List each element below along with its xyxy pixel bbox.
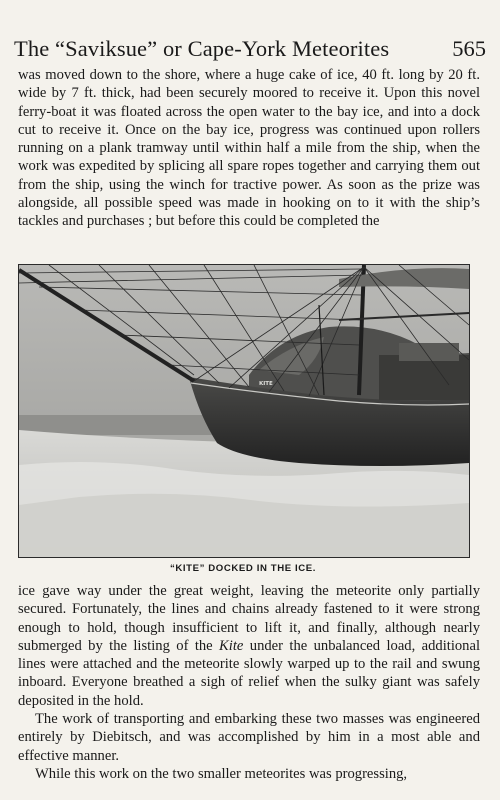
paragraph: The work of transporting and embarking these two masses was engineered entirely by Diebitsch, and was accomplished by him in a most able and effective manner. bbox=[18, 711, 480, 764]
body-text-upper bbox=[18, 66, 480, 231]
paragraph: ice gave way under the great weight, leaving the meteorite only partially secured. Fortunately, the lines and chains already fastened to it were strong enough to hold, though insufficient to lift it, and finally, although nearly submerged by the listing of the Kite under the unbalanced load, additional lines were attached and the meteorite slowly warped up to the rail and swung inboard. Everyone breathed a sigh of relief when the sulky giant was safely deposited in the hold. bbox=[18, 583, 480, 709]
body-text-lower bbox=[18, 582, 480, 783]
page-number: 565 bbox=[452, 36, 486, 61]
paragraph: While this work on the two smaller meteorites was progressing, bbox=[35, 765, 408, 782]
figure-caption: “KITE” DOCKED IN THE ICE. bbox=[169, 563, 317, 574]
ship-in-ice-photo bbox=[19, 265, 469, 557]
running-title: The “Saviksue” or Cape-York Meteorites bbox=[14, 36, 390, 61]
page-header bbox=[14, 36, 486, 62]
paragraph: was moved down to the shore, where a huge cake of ice, 40 ft. long by 20 ft. wide by 7 ft. thick, had been securely moored to receive it. Upon this novel ferry-boat it was floated across the open water to the bay ice, and into a dock cut to receive it. Once on the bay ice, progress was continued upon rollers running on a plank tramway until within half a mile from the ship, when the work was expedited by splicing all spare ropes together and carrying them out from the ship, using the winch for tractive power. As soon as the prize was alongside, all possible speed was made in hooking on to it with the ship’s tackles and purchases ; but before this could be completed the bbox=[18, 67, 480, 230]
ship-name-italic: Kite bbox=[219, 637, 244, 654]
photo-plate-kite-docked-in-ice bbox=[18, 264, 470, 558]
ship-name-label: KITE bbox=[259, 381, 273, 387]
